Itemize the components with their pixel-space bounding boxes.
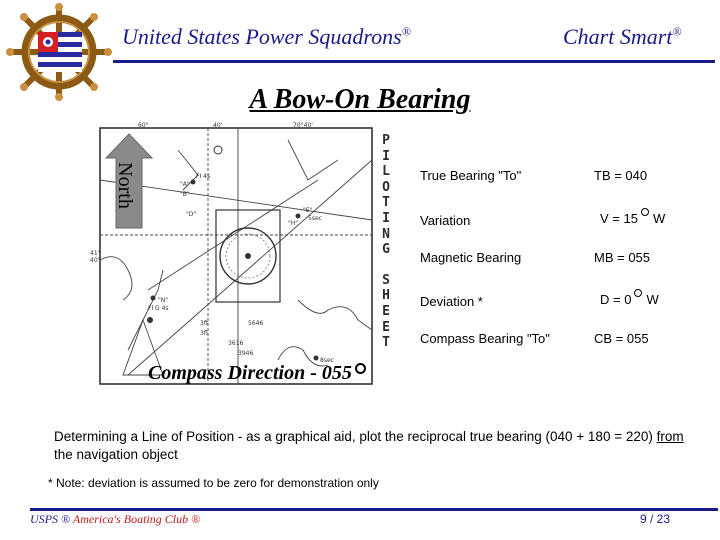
bearing-label: True Bearing "To" bbox=[420, 168, 522, 183]
north-label: North bbox=[113, 161, 136, 209]
vertical-letter: G bbox=[382, 242, 390, 258]
deviation-note: * Note: deviation is assumed to be zero for demonstration only bbox=[48, 476, 379, 490]
bearing-value: CB = 055 bbox=[594, 331, 649, 346]
vertical-letter: N bbox=[382, 226, 390, 242]
product-name: Chart Smart® bbox=[563, 24, 682, 49]
explanation-paragraph: Determining a Line of Position - as a graphical aid, plot the reciprocal true bearing (040 + 180 = 220) from the navigation object bbox=[54, 429, 684, 462]
bearing-label: Variation bbox=[420, 213, 471, 228]
chart-annotation: "A" bbox=[180, 181, 190, 188]
chart-top-label: 70°40' bbox=[293, 122, 313, 129]
chart-annotation: 3946 bbox=[238, 350, 254, 357]
page-number: 9 / 23 bbox=[640, 512, 671, 526]
chart-annotation: "H" bbox=[288, 220, 299, 227]
chart-annotation: "B" bbox=[180, 191, 190, 198]
chart-annotation: 5646 bbox=[248, 320, 264, 327]
chart-annotation: "E" bbox=[303, 207, 313, 214]
vertical-letter: E bbox=[382, 319, 390, 335]
vertical-letter: T bbox=[382, 335, 390, 351]
vertical-word bbox=[378, 273, 394, 351]
slide-title: A Bow-On Bearing bbox=[249, 84, 471, 115]
vertical-letter: O bbox=[382, 179, 390, 195]
bearing-value: TB = 040 bbox=[594, 168, 648, 183]
vertical-sheet-label bbox=[378, 133, 394, 351]
vertical-letter: S bbox=[382, 272, 390, 288]
bearing-value: MB = 055 bbox=[594, 250, 651, 265]
header-rule bbox=[113, 60, 715, 63]
chart-top-label: 40' bbox=[213, 122, 223, 129]
vertical-letter: H bbox=[382, 288, 390, 304]
bearing-value: V = 15 W bbox=[600, 211, 665, 226]
chart-annotation: "D" bbox=[186, 211, 197, 218]
bearing-label: Compass Bearing "To" bbox=[420, 331, 550, 346]
chart-top-label: 60° bbox=[138, 122, 149, 129]
chart-annotation: FI 4s bbox=[196, 173, 211, 180]
vertical-letter: T bbox=[382, 195, 390, 211]
chart-annotation: Fl G 4s bbox=[148, 305, 169, 312]
bearing-value: D = 0 W bbox=[600, 292, 659, 307]
vertical-letter: E bbox=[382, 303, 390, 319]
chart-annotation: 3616 bbox=[228, 340, 244, 347]
chart-annotation: 5sec bbox=[308, 215, 322, 222]
chart-annotation: 8sec bbox=[320, 357, 334, 364]
degree-symbol bbox=[641, 208, 649, 216]
compass-direction-caption: Compass Direction - 055 bbox=[148, 362, 370, 385]
vertical-letter: I bbox=[382, 148, 390, 164]
chart-annotation: "N" bbox=[158, 297, 169, 304]
bearing-label: Magnetic Bearing bbox=[420, 250, 522, 265]
degree-symbol bbox=[355, 363, 366, 374]
chart-annotation: 3ft bbox=[200, 320, 209, 327]
vertical-word bbox=[378, 133, 394, 258]
chart-side-label: 41° bbox=[90, 250, 101, 257]
vertical-letter: I bbox=[382, 210, 390, 226]
degree-symbol bbox=[634, 289, 642, 297]
bearing-label: Deviation * bbox=[420, 294, 483, 309]
organization-name: United States Power Squadrons® bbox=[122, 24, 411, 49]
vertical-letter: P bbox=[382, 133, 390, 148]
footer-rule bbox=[30, 508, 718, 511]
footer-tagline: USPS ® America's Boating Club ® bbox=[30, 512, 201, 526]
vertical-letter: L bbox=[382, 164, 390, 180]
chart-annotation: 3fl bbox=[200, 330, 208, 337]
chart-side-label: 40' bbox=[90, 257, 100, 264]
